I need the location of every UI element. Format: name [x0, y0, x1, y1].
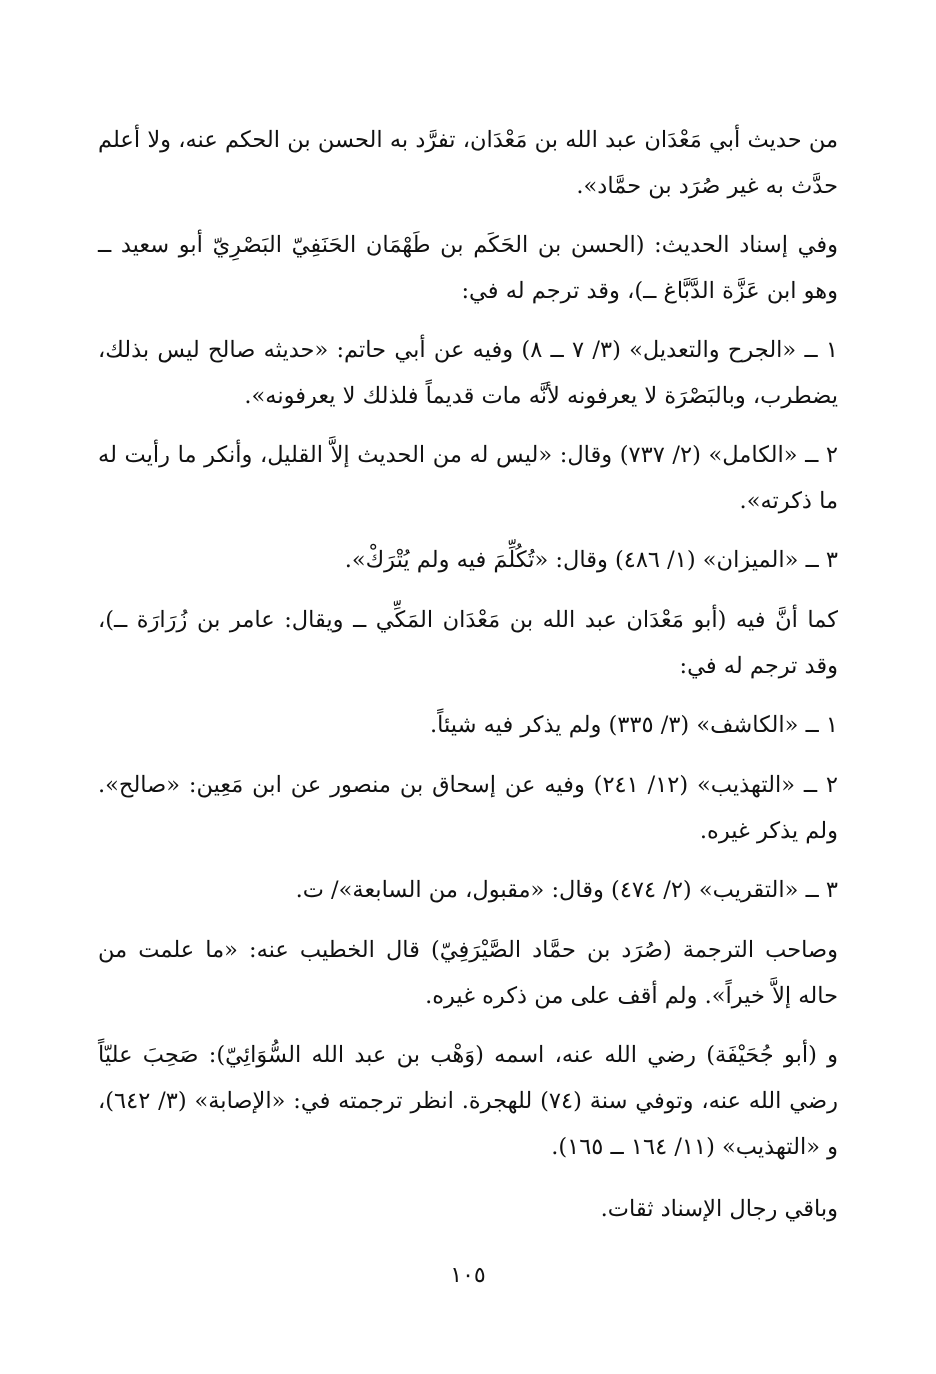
paragraph-10: وصاحب الترجمة (صُرَد بن حمَّاد الصَّيْرَفِيّ) قال الخطيب عنه: «ما علمت من حاله إلاَّ خيراً». ولم أقف على من ذكره غيره.	[98, 937, 838, 1009]
paragraph-9-item-3: ٣ ــ «التقريب» (٢/ ٤٧٤) وقال: «مقبول، من السابعة»/ ت.	[295, 877, 838, 903]
paragraph-1: من حديث أبي مَعْدَان عبد الله بن مَعْدَان، تفرَّد به الحسن بن الحكم عنه، ولا أعلم حدَّث به غير صُرَد بن حمَّاد».	[98, 127, 838, 199]
paragraph-3-item-1: ١ ــ «الجرح والتعديل» (٣/ ٧ ــ ٨) وفيه عن أبي حاتم: «حديثه صالح ليس بذلك، يضطرب، وبالبَصْرَة لا يعرفونه لأنَّه مات قديماً فلذلك لا يعرفونه».	[98, 337, 839, 409]
page-number: ١٠٥	[450, 1263, 486, 1288]
paragraph-8-item-2: ٢ ــ «التهذيب» (١٢/ ٢٤١) وفيه عن إسحاق بن منصور عن ابن مَعِين: «صالح». ولم يذكر غيره.	[98, 772, 839, 844]
paragraph-11: و (أبو جُحَيْفَة) رضي الله عنه، اسمه (وَهْب بن عبد الله السُّوَائِيّ): صَحِبَ عليّاً رضي الله عنه، وتوفي سنة (٧٤) للهجرة. انظر ترجمته في: «الإصابة» (٣/ ٦٤٢)، و «التهذيب» (١١/ ١٦٤ ــ ١٦٥).	[98, 1042, 838, 1160]
paragraph-6: كما أنَّ فيه (أبو مَعْدَان عبد الله بن مَعْدَان المَكِّي ــ ويقال: عامر بن زُرَارَة ــ)، وقد ترجم له في:	[98, 607, 838, 679]
paragraph-2: وفي إسناد الحديث: (الحسن بن الحَكَم بن طَهْمَان الحَنَفِيّ البَصْرِيّ أبو سعيد ــ وهو ابن عَزَّة الدَّبَّاغ ــ)، وقد ترجم له في:	[98, 232, 838, 304]
paragraph-5-item-3: ٣ ــ «الميزان» (١/ ٤٨٦) وقال: «تُكُلِّمَ فيه ولم يُتْرَكْ».	[344, 547, 838, 573]
paragraph-7-item-1: ١ ــ «الكاشف» (٣/ ٣٣٥) ولم يذكر فيه شيئاً.	[430, 712, 838, 738]
paragraph-4-item-2: ٢ ــ «الكامل» (٢/ ٧٣٧) وقال: «ليس له من الحديث إلاَّ القليل، وأنكر ما رأيت له ما ذكرته».	[98, 442, 838, 514]
paragraph-12: وباقي رجال الإسناد ثقات.	[600, 1196, 838, 1222]
